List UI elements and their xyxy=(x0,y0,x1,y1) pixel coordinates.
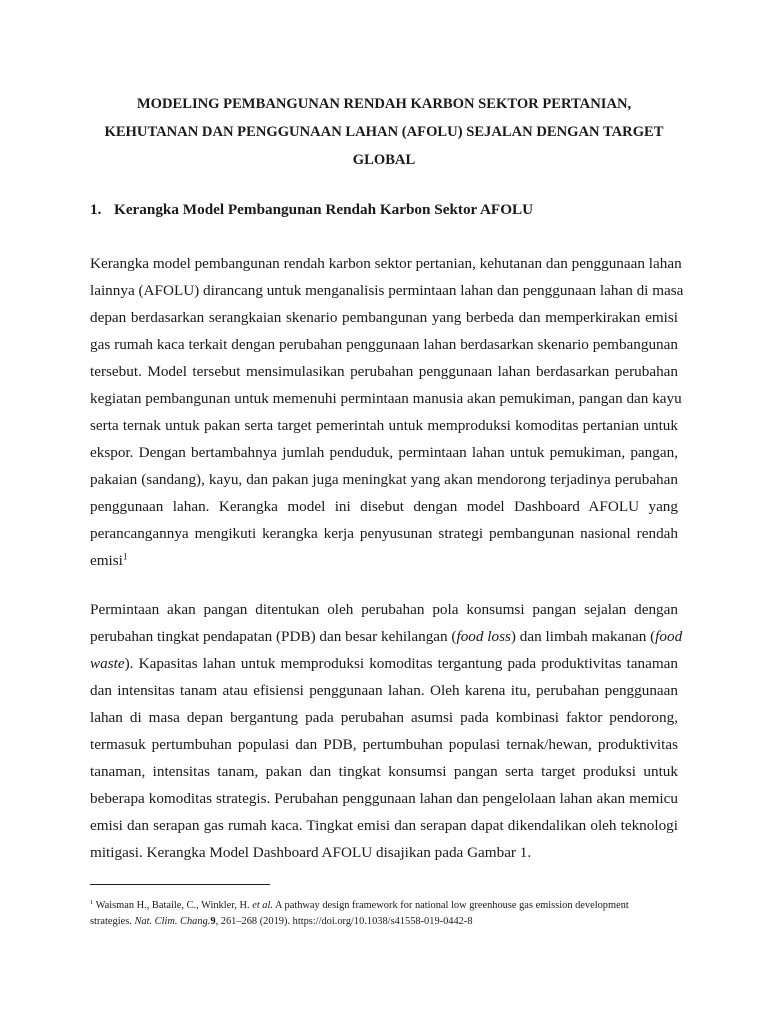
footnote xyxy=(90,898,678,930)
paragraph-last-line xyxy=(90,547,678,574)
document-title xyxy=(80,90,688,174)
paragraph-line: penggunaan lahan. Kerangka model ini disebut dengan model Dashboard AFOLU yang xyxy=(90,498,678,515)
title-line: MODELING PEMBANGUNAN RENDAH KARBON SEKTOR PERTANIAN, xyxy=(136,96,632,112)
paragraph-2 xyxy=(90,596,683,866)
paragraph-line: tanaman, intensitas tanam, pakan dan tingkat konsumsi pangan serta target produksi untuk xyxy=(90,763,678,780)
paragraph-line: ekspor. Dengan bertambahnya jumlah penduduk, permintaan lahan untuk pemukiman, pangan, xyxy=(90,444,678,461)
paragraph-1 xyxy=(90,250,684,574)
footnote-italic: et al. xyxy=(252,900,273,911)
footnote-reference[interactable]: 1 xyxy=(122,552,128,563)
paragraph-text: ) dan limbah makanan ( xyxy=(510,628,656,645)
paragraph-line: pakaian (sandang), kayu, dan pakan juga meningkat yang akan mendorong terjadinya perubahan xyxy=(90,471,678,488)
paragraph-line xyxy=(90,623,683,650)
paragraph-line: serta ternak untuk pakan serta target pemerintah untuk memproduksi komoditas pertanian untuk xyxy=(90,417,678,434)
footnote-text: strategies. xyxy=(90,916,135,927)
italic-term: food xyxy=(655,628,683,645)
paragraph-text: ). Kapasitas lahan untuk memproduksi komoditas tergantung pada produktivitas tanaman xyxy=(124,655,678,672)
paragraph-line: depan berdasarkan serangkaian skenario pembangunan yang berbeda dan memperkirakan emisi xyxy=(90,309,678,326)
paragraph-line: gas rumah kaca terkait dengan perubahan penggunaan lahan berdasarkan skenario pembangunan xyxy=(90,336,678,353)
paragraph-line: perancangannya mengikuti kerangka kerja penyusunan strategi pembangunan nasional rendah xyxy=(90,525,678,542)
paragraph-text: perubahan tingkat pendapatan (PDB) dan besar kehilangan ( xyxy=(90,628,457,645)
footnote-doi[interactable]: , 261–268 (2019). https://doi.org/10.1038/s41558-019-0442-8 xyxy=(215,916,473,927)
footnote-line xyxy=(90,914,678,930)
paragraph-line: emisi dan serapan gas rumah kaca. Tingkat emisi dan serapan dapat dikendalikan oleh teknologi xyxy=(90,817,678,834)
footnote-journal: Nat. Clim. Chang. xyxy=(134,916,211,927)
footnote-text: Waisman H., Bataile, C., Winkler, H. xyxy=(93,900,253,911)
paragraph-text: emisi xyxy=(90,552,123,569)
paragraph-line: tersebut. Model tersebut mensimulasikan perubahan penggunaan lahan berdasarkan perubahan xyxy=(90,363,678,380)
title-line: KEHUTANAN DAN PENGGUNAAN LAHAN (AFOLU) SEJALAN DENGAN TARGET xyxy=(104,124,664,140)
section-heading xyxy=(90,199,533,221)
paragraph-line: dan intensitas tanam atau efisiensi penggunaan lahan. Oleh karena itu, perubahan penggunaan xyxy=(90,682,678,699)
section-number: 1. xyxy=(90,201,102,218)
paragraph-line: beberapa komoditas strategis. Perubahan penggunaan lahan dan pengelolaan lahan akan memicu xyxy=(90,790,678,807)
paragraph-line xyxy=(90,650,678,677)
title-line: GLOBAL xyxy=(352,152,416,168)
footnote-text: A pathway design framework for national low greenhouse gas emission development xyxy=(272,900,629,911)
footnote-volume: 9 xyxy=(210,916,216,927)
footnote-line xyxy=(90,898,678,914)
paragraph-last-line: mitigasi. Kerangka Model Dashboard AFOLU disajikan pada Gambar 1. xyxy=(90,844,532,861)
italic-term: waste xyxy=(90,655,125,672)
paragraph-line: Kerangka model pembangunan rendah karbon sektor pertanian, kehutanan dan penggunaan lahan xyxy=(90,255,682,272)
footnote-number: 1 xyxy=(90,899,94,907)
paragraph-line: Permintaan akan pangan ditentukan oleh perubahan pola konsumsi pangan sejalan dengan xyxy=(90,601,678,618)
italic-term: food loss xyxy=(456,628,511,645)
footnote-divider xyxy=(90,884,270,885)
section-heading-text: Kerangka Model Pembangunan Rendah Karbon Sektor AFOLU xyxy=(114,201,534,218)
paragraph-line: lahan di masa depan bergantung pada perubahan asumsi pada kombinasi faktor pendorong, xyxy=(90,709,678,726)
paragraph-line: termasuk pertumbuhan populasi dan PDB, pertumbuhan populasi ternak/hewan, produktivitas xyxy=(90,736,678,753)
paragraph-line: kegiatan pembangunan untuk memenuhi permintaan manusia akan pemukiman, pangan dan kayu xyxy=(90,390,682,407)
paragraph-line: lainnya (AFOLU) dirancang untuk menganalisis permintaan lahan dan penggunaan lahan di masa xyxy=(90,282,684,299)
